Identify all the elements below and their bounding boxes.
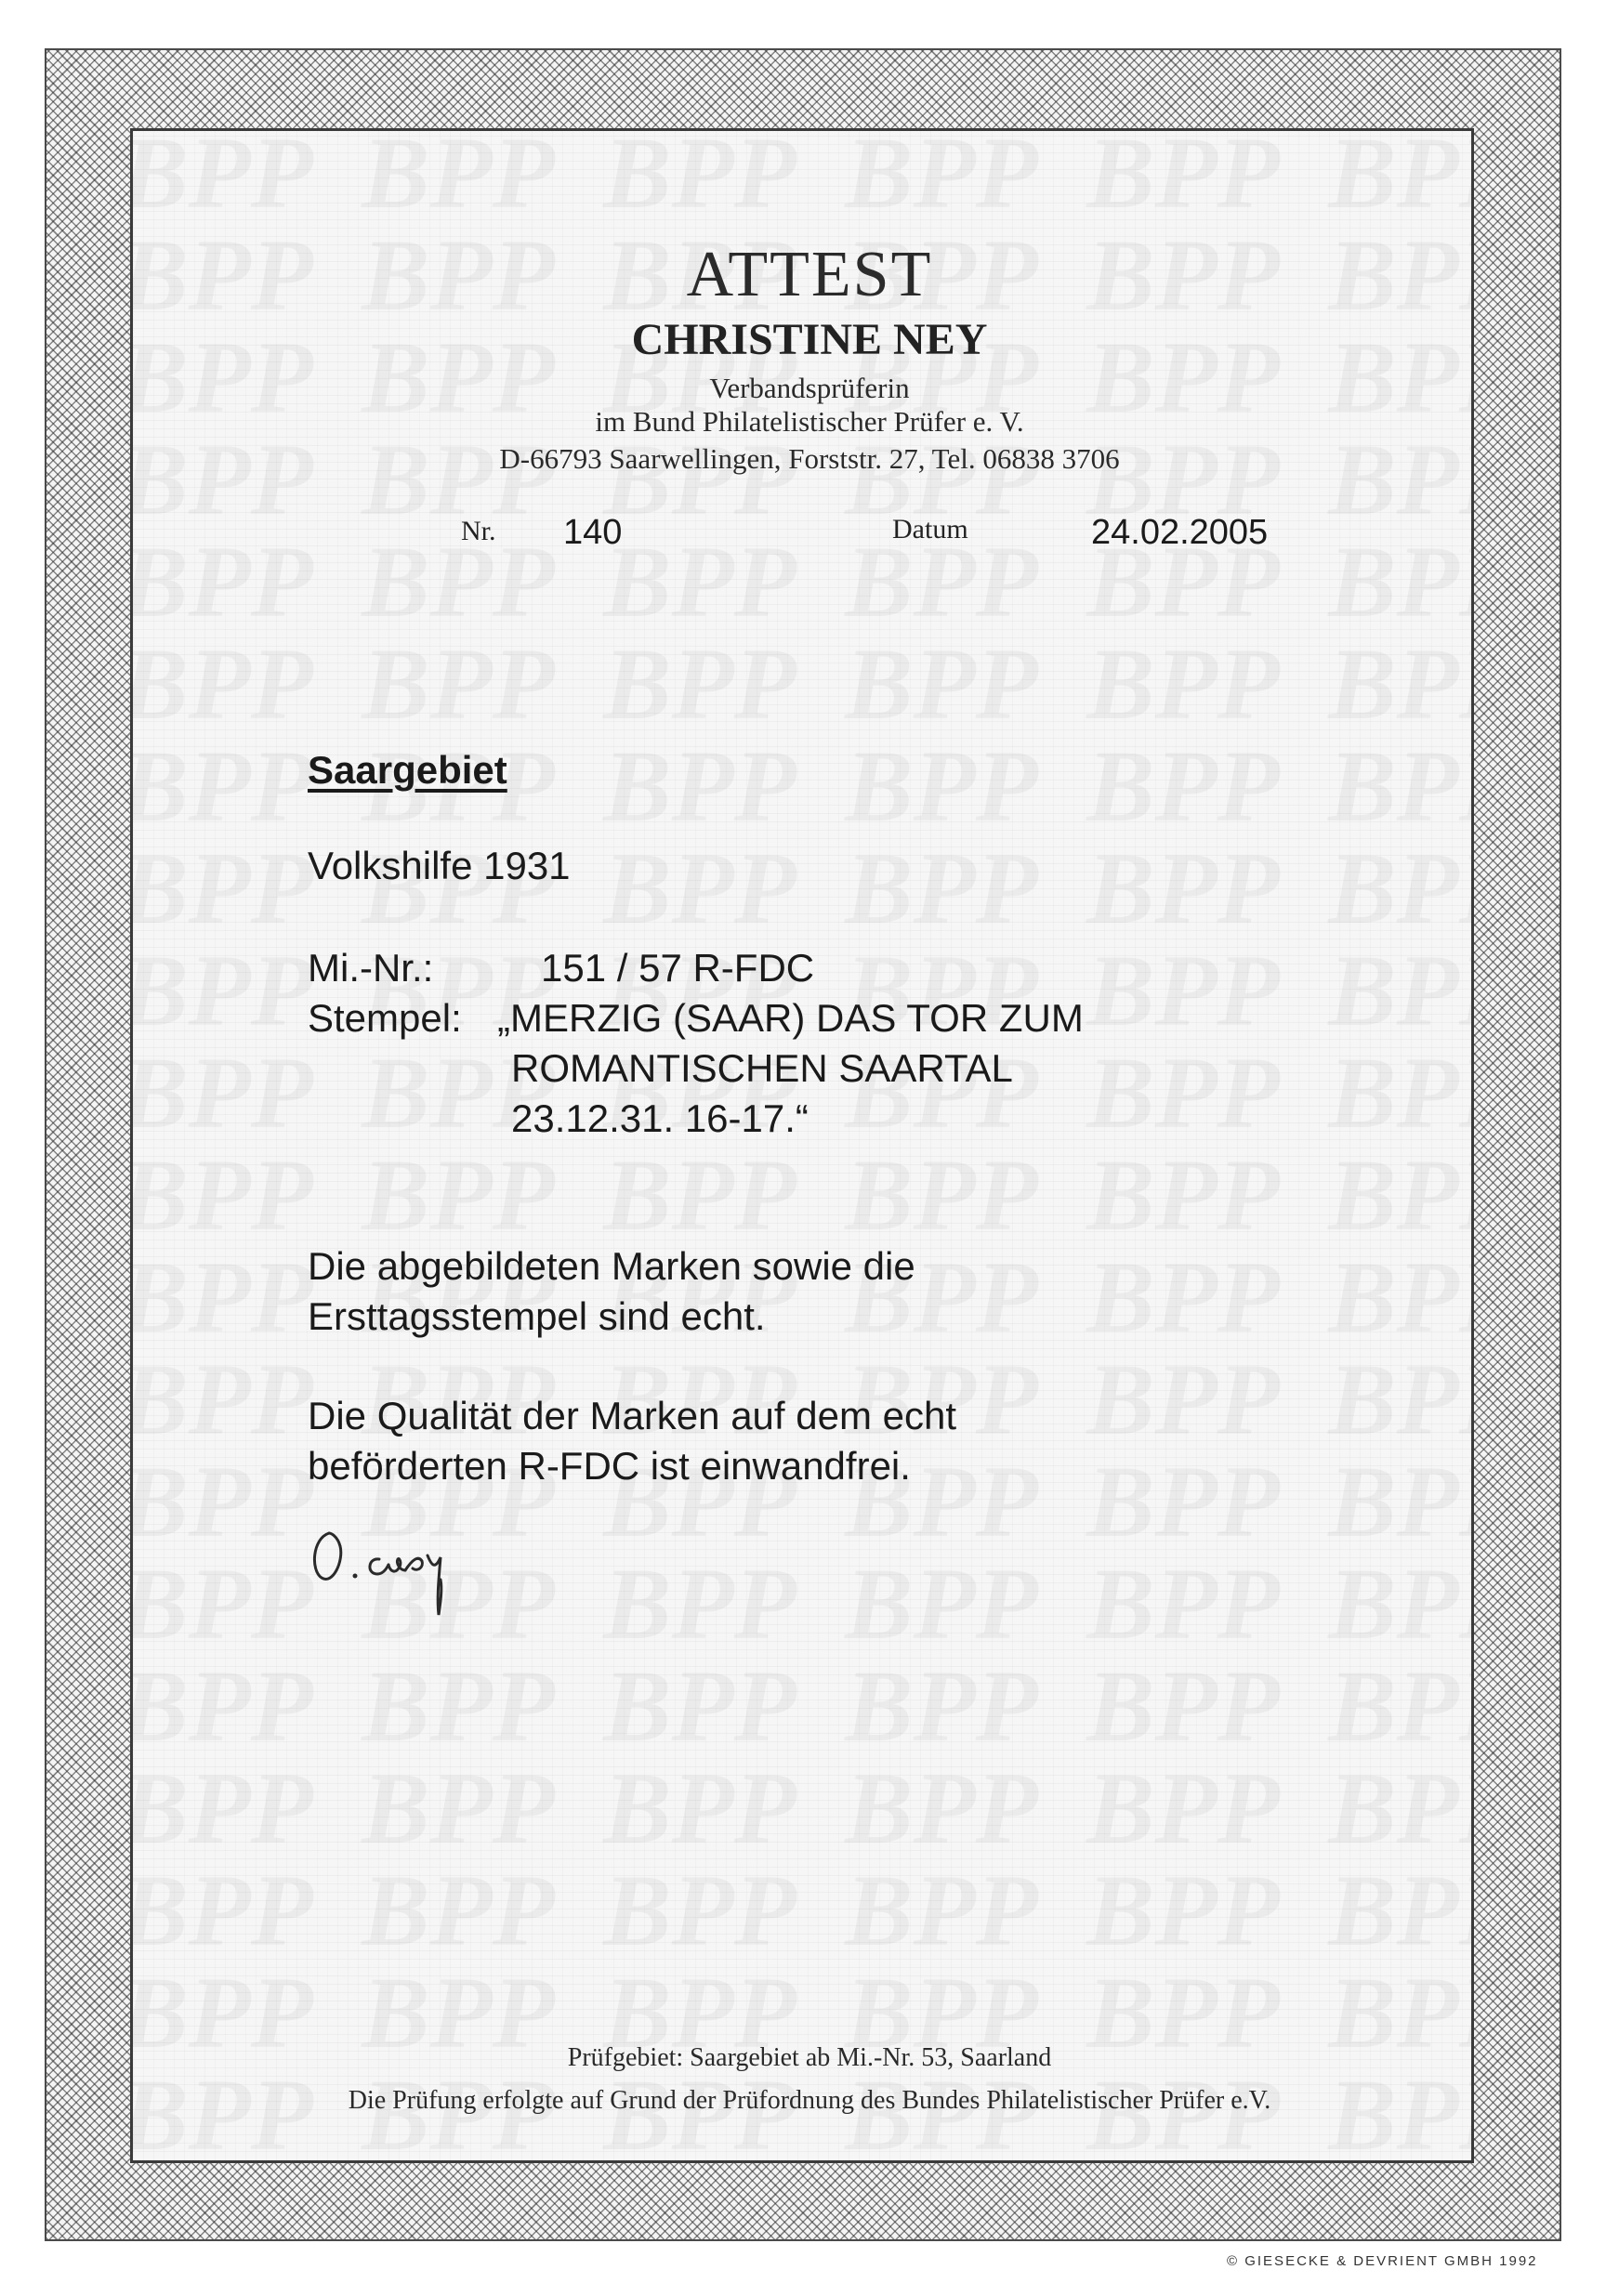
printer-imprint: © GIESECKE & DEVRIENT GMBH 1992 — [1227, 2253, 1538, 2269]
watermark-tile — [1062, 1757, 1304, 1859]
postmark-line: „MERZIG (SAAR) DAS TOR ZUM — [497, 996, 1084, 1040]
watermark-tile — [1062, 939, 1304, 1042]
watermark-tile — [1304, 1859, 1474, 1961]
watermark-tile — [130, 128, 337, 224]
watermark-tile — [1304, 1042, 1474, 1144]
watermark-tile — [130, 1859, 337, 1961]
watermark-tile — [821, 837, 1062, 939]
watermark-tile — [130, 633, 337, 735]
watermark-tile — [1304, 939, 1474, 1042]
quality-statement: beförderten R-FDC ist einwandfrei. — [308, 1444, 911, 1488]
examiner-name: CHRISTINE NEY — [631, 315, 988, 364]
watermark-tile — [337, 1859, 579, 1961]
watermark-tile — [821, 735, 1062, 837]
watermark-tile — [1062, 1859, 1304, 1961]
watermark-tile — [1062, 1348, 1304, 1450]
watermark-tile — [821, 1757, 1062, 1859]
examiner-address: D-66793 Saarwellingen, Forststr. 27, Tel. 06838 3706 — [499, 442, 1120, 475]
quality-statement: Die Qualität der Marken auf dem echt — [308, 1394, 957, 1437]
catalog-value: 151 / 57 R-FDC — [541, 946, 815, 990]
watermark-tile — [821, 1144, 1062, 1246]
watermark-tile — [579, 128, 821, 224]
postmark-line: 23.12.31. 16-17.“ — [511, 1096, 809, 1140]
examiner-association: im Bund Philatelistischer Prüfer e. V. — [595, 405, 1024, 438]
number-label: Nr. — [461, 516, 496, 546]
watermark-tile — [1304, 1553, 1474, 1655]
date-label: Datum — [892, 514, 968, 544]
watermark-tile — [1304, 837, 1474, 939]
watermark-tile — [579, 633, 821, 735]
certificate-title: ATTEST — [686, 239, 933, 310]
watermark-tile — [130, 1757, 337, 1859]
watermark-tile — [821, 128, 1062, 224]
watermark-tile — [130, 939, 337, 1042]
watermark-tile — [821, 1655, 1062, 1757]
watermark-tile — [130, 1042, 337, 1144]
watermark-tile — [1304, 633, 1474, 735]
watermark-tile — [130, 531, 337, 633]
watermark-tile — [1062, 128, 1304, 224]
number-value: 140 — [563, 513, 623, 552]
watermark-tile — [337, 1655, 579, 1757]
watermark-tile — [1062, 633, 1304, 735]
watermark-tile — [130, 1144, 337, 1246]
watermark-tile — [1062, 735, 1304, 837]
watermark-tile — [579, 735, 821, 837]
watermark-tile — [579, 1757, 821, 1859]
watermark-tile — [1304, 1655, 1474, 1757]
authenticity-statement: Die abgebildeten Marken sowie die — [308, 1244, 915, 1288]
examination-basis: Die Prüfung erfolgte auf Grund der Prüfordnung des Bundes Philatelistischer Prüfer e.V. — [348, 2086, 1271, 2115]
examination-scope: Prüfgebiet: Saargebiet ab Mi.-Nr. 53, Saarland — [567, 2043, 1052, 2072]
watermark-tile — [579, 1859, 821, 1961]
examiner-signature — [303, 1505, 507, 1626]
watermark-tile — [1304, 1246, 1474, 1348]
watermark-tile — [130, 735, 337, 837]
watermark-tile — [579, 837, 821, 939]
watermark-tile — [1304, 531, 1474, 633]
watermark-tile — [1304, 128, 1474, 224]
watermark-tile — [1304, 1757, 1474, 1859]
watermark-tile — [1304, 735, 1474, 837]
watermark-tile — [1062, 1144, 1304, 1246]
watermark-tile — [579, 1553, 821, 1655]
watermark-tile — [337, 1144, 579, 1246]
watermark-tile — [337, 1757, 579, 1859]
watermark-tile — [337, 531, 579, 633]
watermark-tile — [130, 837, 337, 939]
watermark-tile — [1304, 1144, 1474, 1246]
date-value: 24.02.2005 — [1091, 513, 1269, 552]
watermark-tile — [821, 633, 1062, 735]
issue-name: Volkshilfe 1931 — [308, 844, 571, 887]
watermark-tile — [821, 1553, 1062, 1655]
watermark-tile — [1062, 1450, 1304, 1553]
watermark-tile — [1062, 1042, 1304, 1144]
examiner-role: Verbandsprüferin — [709, 372, 910, 404]
watermark-tile — [1304, 1450, 1474, 1553]
watermark-tile — [337, 633, 579, 735]
watermark-tile — [579, 1655, 821, 1757]
watermark-tile — [130, 1655, 337, 1757]
watermark-tile — [1062, 1655, 1304, 1757]
watermark-tile — [821, 1859, 1062, 1961]
postmark-label: Stempel: — [308, 996, 462, 1040]
authenticity-statement: Ersttagsstempel sind echt. — [308, 1294, 766, 1338]
postmark-line: ROMANTISCHEN SAARTAL — [511, 1046, 1013, 1090]
watermark-tile — [130, 1348, 337, 1450]
watermark-tile — [130, 1246, 337, 1348]
watermark-tile — [1062, 1553, 1304, 1655]
watermark-tile — [1304, 1348, 1474, 1450]
watermark-tile — [1062, 1246, 1304, 1348]
watermark-tile — [337, 128, 579, 224]
watermark-tile — [821, 531, 1062, 633]
watermark-tile — [579, 1144, 821, 1246]
watermark-tile — [1062, 837, 1304, 939]
catalog-label: Mi.-Nr.: — [308, 946, 434, 990]
region-heading: Saargebiet — [308, 748, 507, 792]
